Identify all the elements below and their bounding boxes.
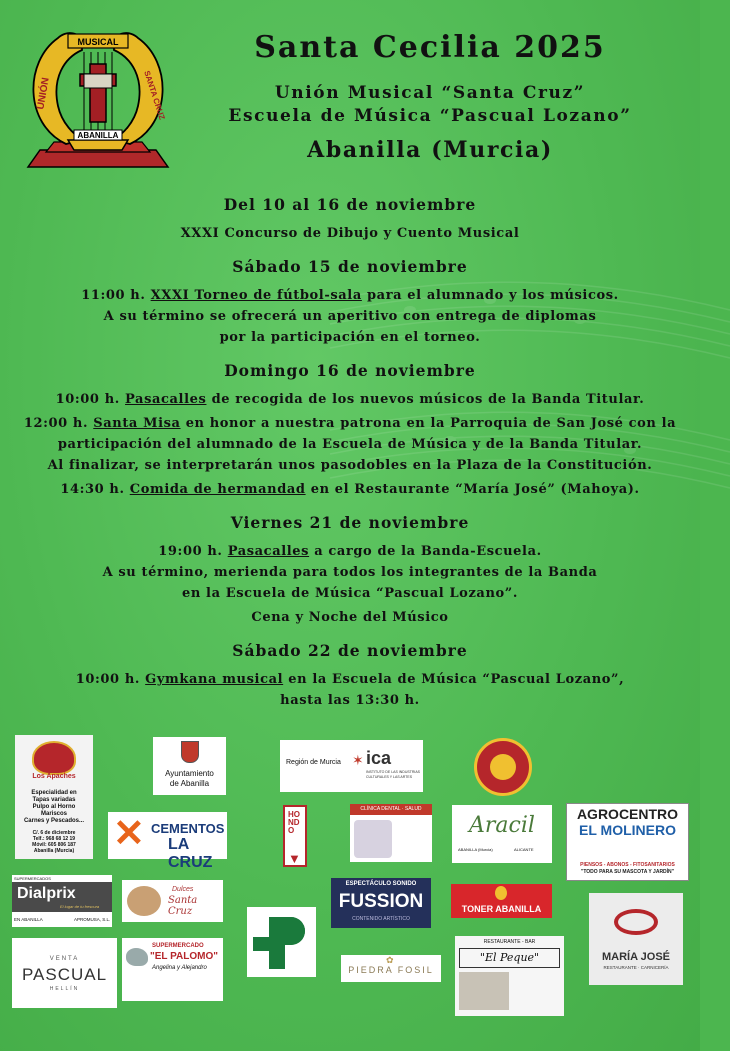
sponsor-text: Tapas variadas [32, 797, 76, 803]
sponsor-text: Mariscos [40, 811, 67, 817]
sponsor-name: Aracil [469, 813, 535, 838]
event-title: XXXI Torneo de fútbol-sala [150, 288, 362, 303]
sponsor-text: CONTENIDO ARTÍSTICO [352, 916, 410, 922]
event-line [0, 413, 700, 434]
sponsor-toner-abanilla [451, 884, 552, 918]
sponsor-text: Dulces [172, 886, 194, 893]
day-heading: Del 10 al 16 de noviembre [223, 195, 477, 214]
sponsor-fussion [331, 878, 431, 928]
event-time: 10:00 h. [75, 672, 141, 687]
sponsor-text: APROMUSA, S.L. [74, 917, 111, 922]
event-text: para el alumnado y los músicos. [361, 288, 619, 303]
sponsor-text: CLÍNICA DENTAL · SALUD [350, 804, 432, 815]
sponsor-text: HELLÍN [49, 986, 80, 992]
event-title: Gymkana musical [145, 672, 284, 687]
event-line: A su término, merienda para todos los integrantes de la Banda [102, 565, 598, 580]
sponsor-los-apaches [15, 735, 93, 859]
sponsor-text: Ayuntamiento [165, 769, 214, 778]
subtitle-escuela: Escuela de Música “Pascual Lozano” [228, 106, 632, 126]
sponsor-text: ABANILLA (Murcia) [458, 847, 493, 852]
sponsor-venta-pascual [12, 938, 117, 1008]
event-text: en honor a nuestra patrona en la Parroquia de San José con la [180, 416, 677, 431]
sponsor-maria-jose [589, 893, 683, 985]
sponsor-text: AGROCENTRO [576, 806, 679, 822]
sponsor-text: RESTAURANTE - BAR [483, 939, 536, 945]
sponsor-name: Los Apaches [32, 773, 76, 780]
x-logo-icon: ✕ [113, 813, 145, 855]
event-time: 11:00 h. [81, 288, 146, 303]
sponsor-text: Telf.: 968 68 12 19 [32, 836, 76, 842]
event-line: por la participación en el torneo. [219, 330, 481, 345]
logo-top-text: MUSICAL [77, 37, 119, 47]
sponsor-region-murcia [280, 740, 423, 792]
event-line [0, 479, 700, 500]
sponsor-text: Carnes y Pescados... [23, 818, 85, 824]
sponsor-text: CEMENTOS [151, 821, 225, 836]
event-line: Al finalizar, se interpretarán unos pasodobles en la Plaza de la Constitución. [47, 458, 653, 473]
event-text: en la Escuela de Música “Pascual Lozano”, [283, 672, 625, 687]
sponsor-text: ica [366, 748, 392, 768]
sponsor-text: TONER ABANILLA [461, 904, 542, 914]
sponsor-text: Móvil: 605 806 187 [32, 842, 76, 848]
event-title: Santa Misa [93, 416, 181, 431]
sponsor-text: HONDO [288, 810, 300, 835]
event-title: Pasacalles [227, 544, 310, 559]
event-line [0, 389, 700, 410]
sponsor-text: INSTITUTO DE LAS INDUSTRIAS CULTURALES Y LAS ARTES [366, 770, 420, 779]
star-icon: ✶ [352, 752, 364, 768]
event-line: en la Escuela de Música “Pascual Lozano”. [182, 586, 518, 601]
sponsor-text: SUPERMERCADOS [14, 876, 51, 881]
sponsor-name: FUSSION [338, 891, 424, 912]
sponsor-text: ESPECTÁCULO SONIDO [345, 881, 417, 887]
sponsor-seal [474, 738, 532, 796]
sponsor-ayuntamiento [153, 737, 226, 795]
event-line: A su término se ofrecerá un aperitivo con entrega de diplomas [103, 309, 597, 324]
sponsor-dulces-santa-cruz [122, 880, 223, 922]
day-heading: Viernes 21 de noviembre [230, 513, 470, 532]
day-heading: Domingo 16 de noviembre [224, 361, 476, 380]
sponsor-el-palomo [122, 938, 223, 1001]
sponsor-text: Abanilla (Murcia) [33, 848, 75, 854]
sponsor-text: EL MOLINERO [579, 822, 676, 838]
sponsor-text: de Abanilla [169, 779, 210, 788]
place-title: Abanilla (Murcia) [307, 137, 553, 163]
sponsor-text: MARÍA JOSÉ [601, 951, 671, 963]
sponsor-text: C/. 6 de diciembre [32, 830, 76, 836]
sponsor-text: VENTA [49, 956, 80, 962]
sponsor-text: PIENSOS - ABONOS - FITOSANITARIOS [580, 862, 675, 868]
event-time: 10:00 h. [55, 392, 120, 407]
sponsor-el-peque [455, 936, 564, 1016]
sponsor-p-logo [247, 907, 316, 977]
logo-right-text: SANTA CRUZ [142, 69, 167, 121]
sponsor-text: Pulpo al Horno [32, 804, 76, 810]
event-text: a cargo de la Banda-Escuela. [309, 544, 542, 559]
event-text: en el Restaurante “María José” (Mahoya). [305, 482, 640, 497]
sponsor-text: PASCUAL [21, 965, 108, 984]
sponsor-text: LA CRUZ [168, 836, 213, 871]
sponsor-text: "TODO PARA SU MASCOTA Y JARDÍN" [580, 869, 675, 875]
sponsor-text: El lugar de tu frescura [60, 904, 100, 909]
event-line [0, 285, 700, 306]
leaf-icon: ✿ [386, 955, 394, 965]
sponsor-text: EN ABANILLA [14, 917, 43, 922]
sponsor-dialprix [12, 875, 112, 927]
logo-icon [495, 886, 507, 900]
logo-bottom-text: ABANILLA [77, 131, 119, 140]
sponsor-clinica-dental [350, 804, 432, 862]
event-line [0, 541, 700, 562]
event-text: de recogida de los nuevos músicos de la Banda Titular. [206, 392, 645, 407]
shield-icon [181, 741, 199, 763]
sponsor-text: Angelina y Alejandro [152, 965, 207, 971]
event-line: participación del alumnado de la Escuela de Música y de la Banda Titular. [57, 437, 643, 452]
event-title: Comida de hermandad [129, 482, 306, 497]
event-line: hasta las 13:30 h. [280, 693, 420, 708]
sponsor-hondo [283, 805, 307, 867]
union-musical-logo [18, 22, 178, 172]
sponsor-text: RESTAURANTE · CARNICERÍA [603, 965, 669, 970]
arrow-down-icon: ▼ [288, 851, 301, 866]
event-time: 19:00 h. [158, 544, 223, 559]
sponsor-text: Especialidad en [31, 790, 77, 796]
sponsor-cementos-la-cruz [108, 812, 227, 871]
event-line [0, 669, 700, 690]
event-line: XXXI Concurso de Dibujo y Cuento Musical [180, 226, 520, 241]
event-line: Cena y Noche del Músico [251, 610, 449, 625]
sponsor-name: Dialprix [12, 882, 112, 912]
day-heading: Sábado 15 de noviembre [232, 257, 468, 276]
page-title: Santa Cecilia 2025 [254, 30, 606, 65]
event-title: Pasacalles [125, 392, 207, 407]
sponsor-agrocentro [566, 803, 689, 881]
sponsor-text: PIEDRA FOSIL [348, 965, 434, 975]
logo-left-text: UNIÓN [35, 76, 52, 111]
sponsor-text: "EL PALOMO" [150, 951, 219, 962]
event-time: 14:30 h. [60, 482, 125, 497]
sponsor-text: Región de Murcia [286, 759, 341, 766]
sponsor-piedra-fosil [341, 955, 441, 982]
sponsor-text: SUPERMERCADO [152, 943, 204, 949]
program [0, 194, 700, 711]
sponsor-aracil [452, 805, 552, 863]
sponsor-name: "El Peque" [459, 948, 560, 968]
sponsor-text: ALICANTE [514, 847, 534, 852]
event-time: 12:00 h. [23, 416, 89, 431]
subtitle-union-musical: Unión Musical “Santa Cruz” [274, 83, 586, 103]
sponsor-text: Santa Cruz [168, 895, 198, 917]
day-heading: Sábado 22 de noviembre [232, 641, 468, 660]
